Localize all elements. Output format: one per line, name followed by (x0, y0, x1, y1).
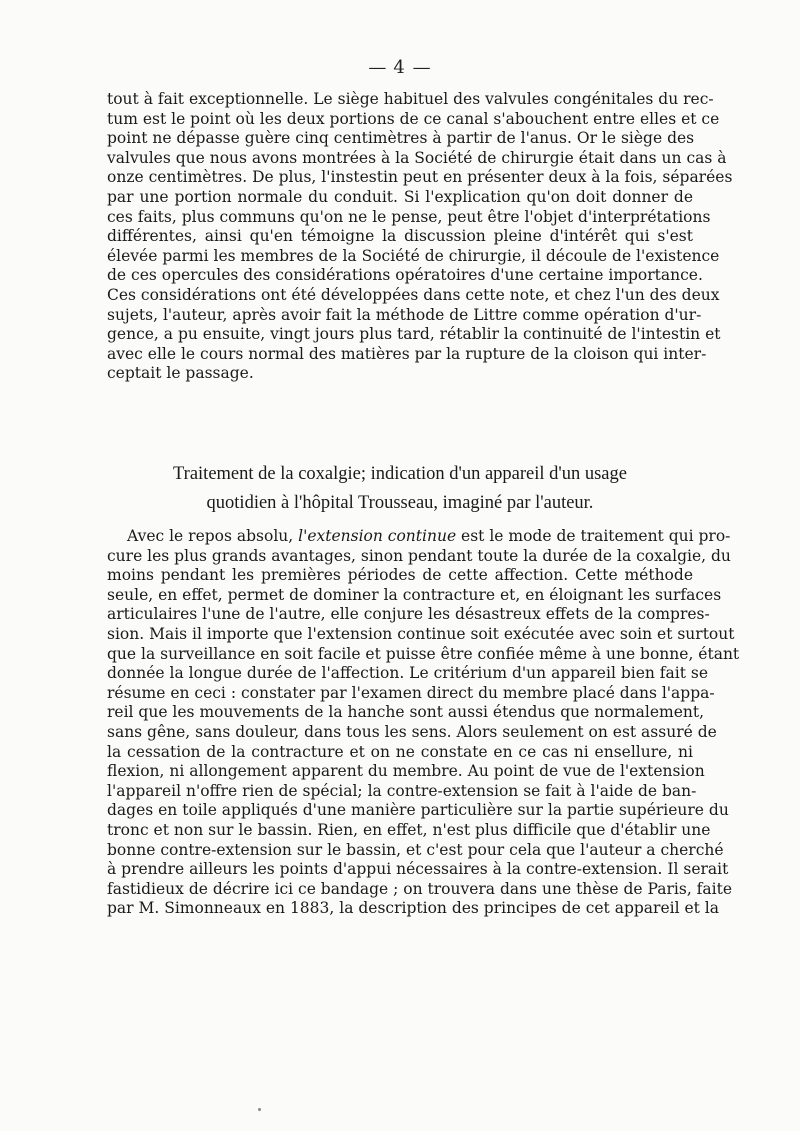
text-line: par M. Simonneaux en 1883, la description des principes de cet appareil et la (107, 899, 719, 918)
section-heading (100, 460, 700, 518)
text-line: ceptait le passage. (107, 364, 254, 383)
text-line: gence, a pu ensuite, vingt jours plus tard, rétablir la continuité de l'intestin et (107, 325, 721, 344)
heading-line: quotidien à l'hôpital Trousseau, imaginé par l'auteur. (206, 493, 594, 513)
paragraph-rectum-valves (107, 90, 733, 384)
text-line: Ces considérations ont été développées dans cette note, et chez l'un des deux (107, 285, 720, 304)
paragraph-coxalgia-treatment (107, 527, 740, 919)
text-line: différentes, ainsi qu'en témoigne la discussion pleine d'intérêt qui s'est (107, 227, 693, 246)
text-line: cure les plus grands avantages, sinon pendant toute la durée de la coxalgie, du (107, 546, 731, 565)
text-line: tronc et non sur le bassin. Rien, en effet, n'est plus difficile que d'établir une (107, 820, 711, 839)
page-number-dash-right: — (412, 57, 432, 78)
text-line: moins pendant les premières périodes de cette affection. Cette méthode (107, 566, 693, 585)
emphasis-text: l'extension continue (298, 527, 457, 545)
text-line (107, 527, 731, 547)
text-line: résume en ceci : constater par l'examen direct du membre placé dans l'appa- (107, 683, 715, 702)
text-line: ces faits, plus communs qu'on ne le pense, peut être l'objet d'interprétations (107, 207, 711, 226)
text-line: l'appareil n'offre rien de spécial; la contre-extension se fait à l'aide de ban- (107, 781, 697, 800)
text-line: fastidieux de décrire ici ce bandage ; on trouvera dans une thèse de Paris, faite (107, 879, 733, 898)
text-line: sion. Mais il importe que l'extension continue soit exécutée avec soin et surtout (107, 624, 735, 643)
text-line: tum est le point où les deux portions de ce canal s'abouchent entre elles et ce (107, 109, 720, 128)
text-line: bonne contre-extension sur le bassin, et c'est pour cela que l'auteur a cherché (107, 840, 724, 859)
text-line: la cessation de la contracture et on ne constate en ce cas ni ensellure, ni (107, 742, 693, 761)
text-line: articulaires l'une de l'autre, elle conjure les désastreux effets de la compres- (107, 605, 710, 624)
paper-speck (258, 1108, 261, 1111)
text-line: valvules que nous avons montrées à la Société de chirurgie était dans un cas à (107, 148, 727, 167)
text-run: Avec le repos absolu, (127, 527, 299, 545)
page-number (0, 57, 800, 78)
page-number-dash-left: — (368, 57, 388, 78)
text-line: flexion, ni allongement apparent du membre. Au point de vue de l'extension (107, 762, 705, 781)
text-line: à prendre ailleurs les points d'appui nécessaires à la contre-extension. Il serait (107, 860, 729, 879)
text-line: onze centimètres. De plus, l'instestin peut en présenter deux à la fois, séparées (107, 168, 733, 187)
text-line: tout à fait exceptionnelle. Le siège habituel des valvules congénitales du rec- (107, 90, 714, 108)
text-run: est le mode de traitement qui pro- (456, 527, 731, 545)
text-line: que la surveillance en soit facile et puisse être confiée même à une bonne, étant (107, 644, 740, 663)
page-number-value: 4 (393, 57, 406, 78)
text-line: donnée la longue durée de l'affection. Le critérium d'un appareil bien fait se (107, 664, 709, 683)
text-line: sujets, l'auteur, après avoir fait la méthode de Littre comme opération d'ur- (107, 305, 702, 324)
text-line: point ne dépasse guère cinq centimètres à partir de l'anus. Or le siège des (107, 129, 695, 148)
text-line: seule, en effet, permet de dominer la contracture et, en éloignant les surfaces (107, 585, 722, 604)
text-line: par une portion normale du conduit. Si l'explication qu'on doit donner de (107, 187, 693, 206)
text-line: élevée parmi les membres de la Société de chirurgie, il découle de l'existence (107, 246, 720, 265)
text-line: avec elle le cours normal des matières par la rupture de la cloison qui inter- (107, 344, 707, 363)
text-line: dages en toile appliqués d'une manière particulière sur la partie supérieure du (107, 801, 729, 820)
text-line: sans gêne, sans douleur, dans tous les sens. Alors seulement on est assuré de (107, 722, 717, 741)
heading-line: Traitement de la coxalgie; indication d'un appareil d'un usage (173, 464, 627, 484)
text-line: de ces opercules des considérations opératoires d'une certaine importance. (107, 266, 703, 285)
text-line: reil que les mouvements de la hanche sont aussi étendus que normalement, (107, 703, 705, 722)
